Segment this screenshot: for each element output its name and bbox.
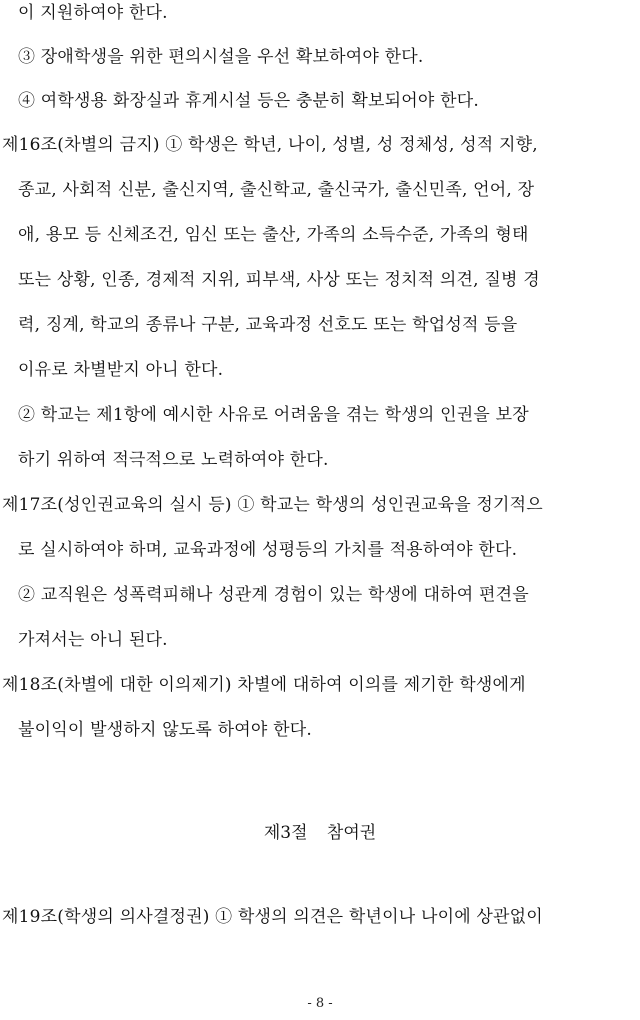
text-line: 종교, 사회적 신분, 출신지역, 출신학교, 출신국가, 출신민족, 언어, 장	[18, 180, 535, 200]
text-line: ④ 여학생용 화장실과 휴게시설 등은 충분히 확보되어야 한다.	[18, 91, 479, 111]
text-line: 로 실시하여야 하며, 교육과정에 성평등의 가치를 적용하여야 한다.	[18, 540, 518, 560]
text-line: 력, 징계, 학교의 종류나 구분, 교육과정 선호도 또는 학업성적 등을	[18, 315, 518, 335]
article-19-heading-line: 제19조(학생의 의사결정권) ① 학생의 의견은 학년이나 나이에 상관없이	[2, 907, 543, 927]
text-line: 이 지원하여야 한다.	[18, 3, 168, 23]
text-line: 또는 상황, 인종, 경제적 지위, 피부색, 사상 또는 정치적 의견, 질병 경	[18, 270, 540, 290]
text-line: ③ 장애학생을 위한 편의시설을 우선 확보하여야 한다.	[18, 47, 424, 67]
text-line: 가져서는 아니 된다.	[18, 630, 168, 650]
text-line: 애, 용모 등 신체조건, 임신 또는 출산, 가족의 소득수준, 가족의 형태	[18, 225, 529, 245]
text-line: ② 교직원은 성폭력피해나 성관계 경험이 있는 학생에 대하여 편견을	[18, 585, 529, 605]
page-number: - 8 -	[307, 996, 333, 1011]
section-heading: 제3절 참여권	[263, 823, 377, 843]
article-16-heading-line: 제16조(차별의 금지) ① 학생은 학년, 나이, 성별, 성 정체성, 성적 지향,	[2, 135, 538, 155]
text-line: ② 학교는 제1항에 예시한 사유로 어려움을 겪는 학생의 인권을 보장	[18, 405, 529, 425]
article-18-heading-line: 제18조(차별에 대한 이의제기) 차별에 대하여 이의를 제기한 학생에게	[2, 675, 526, 695]
text-line: 불이익이 발생하지 않도록 하여야 한다.	[18, 720, 312, 740]
article-17-heading-line: 제17조(성인권교육의 실시 등) ① 학교는 학생의 성인권교육을 정기적으	[2, 495, 543, 515]
text-line: 하기 위하여 적극적으로 노력하여야 한다.	[18, 450, 329, 470]
text-line: 이유로 차별받지 아니 한다.	[18, 360, 224, 380]
